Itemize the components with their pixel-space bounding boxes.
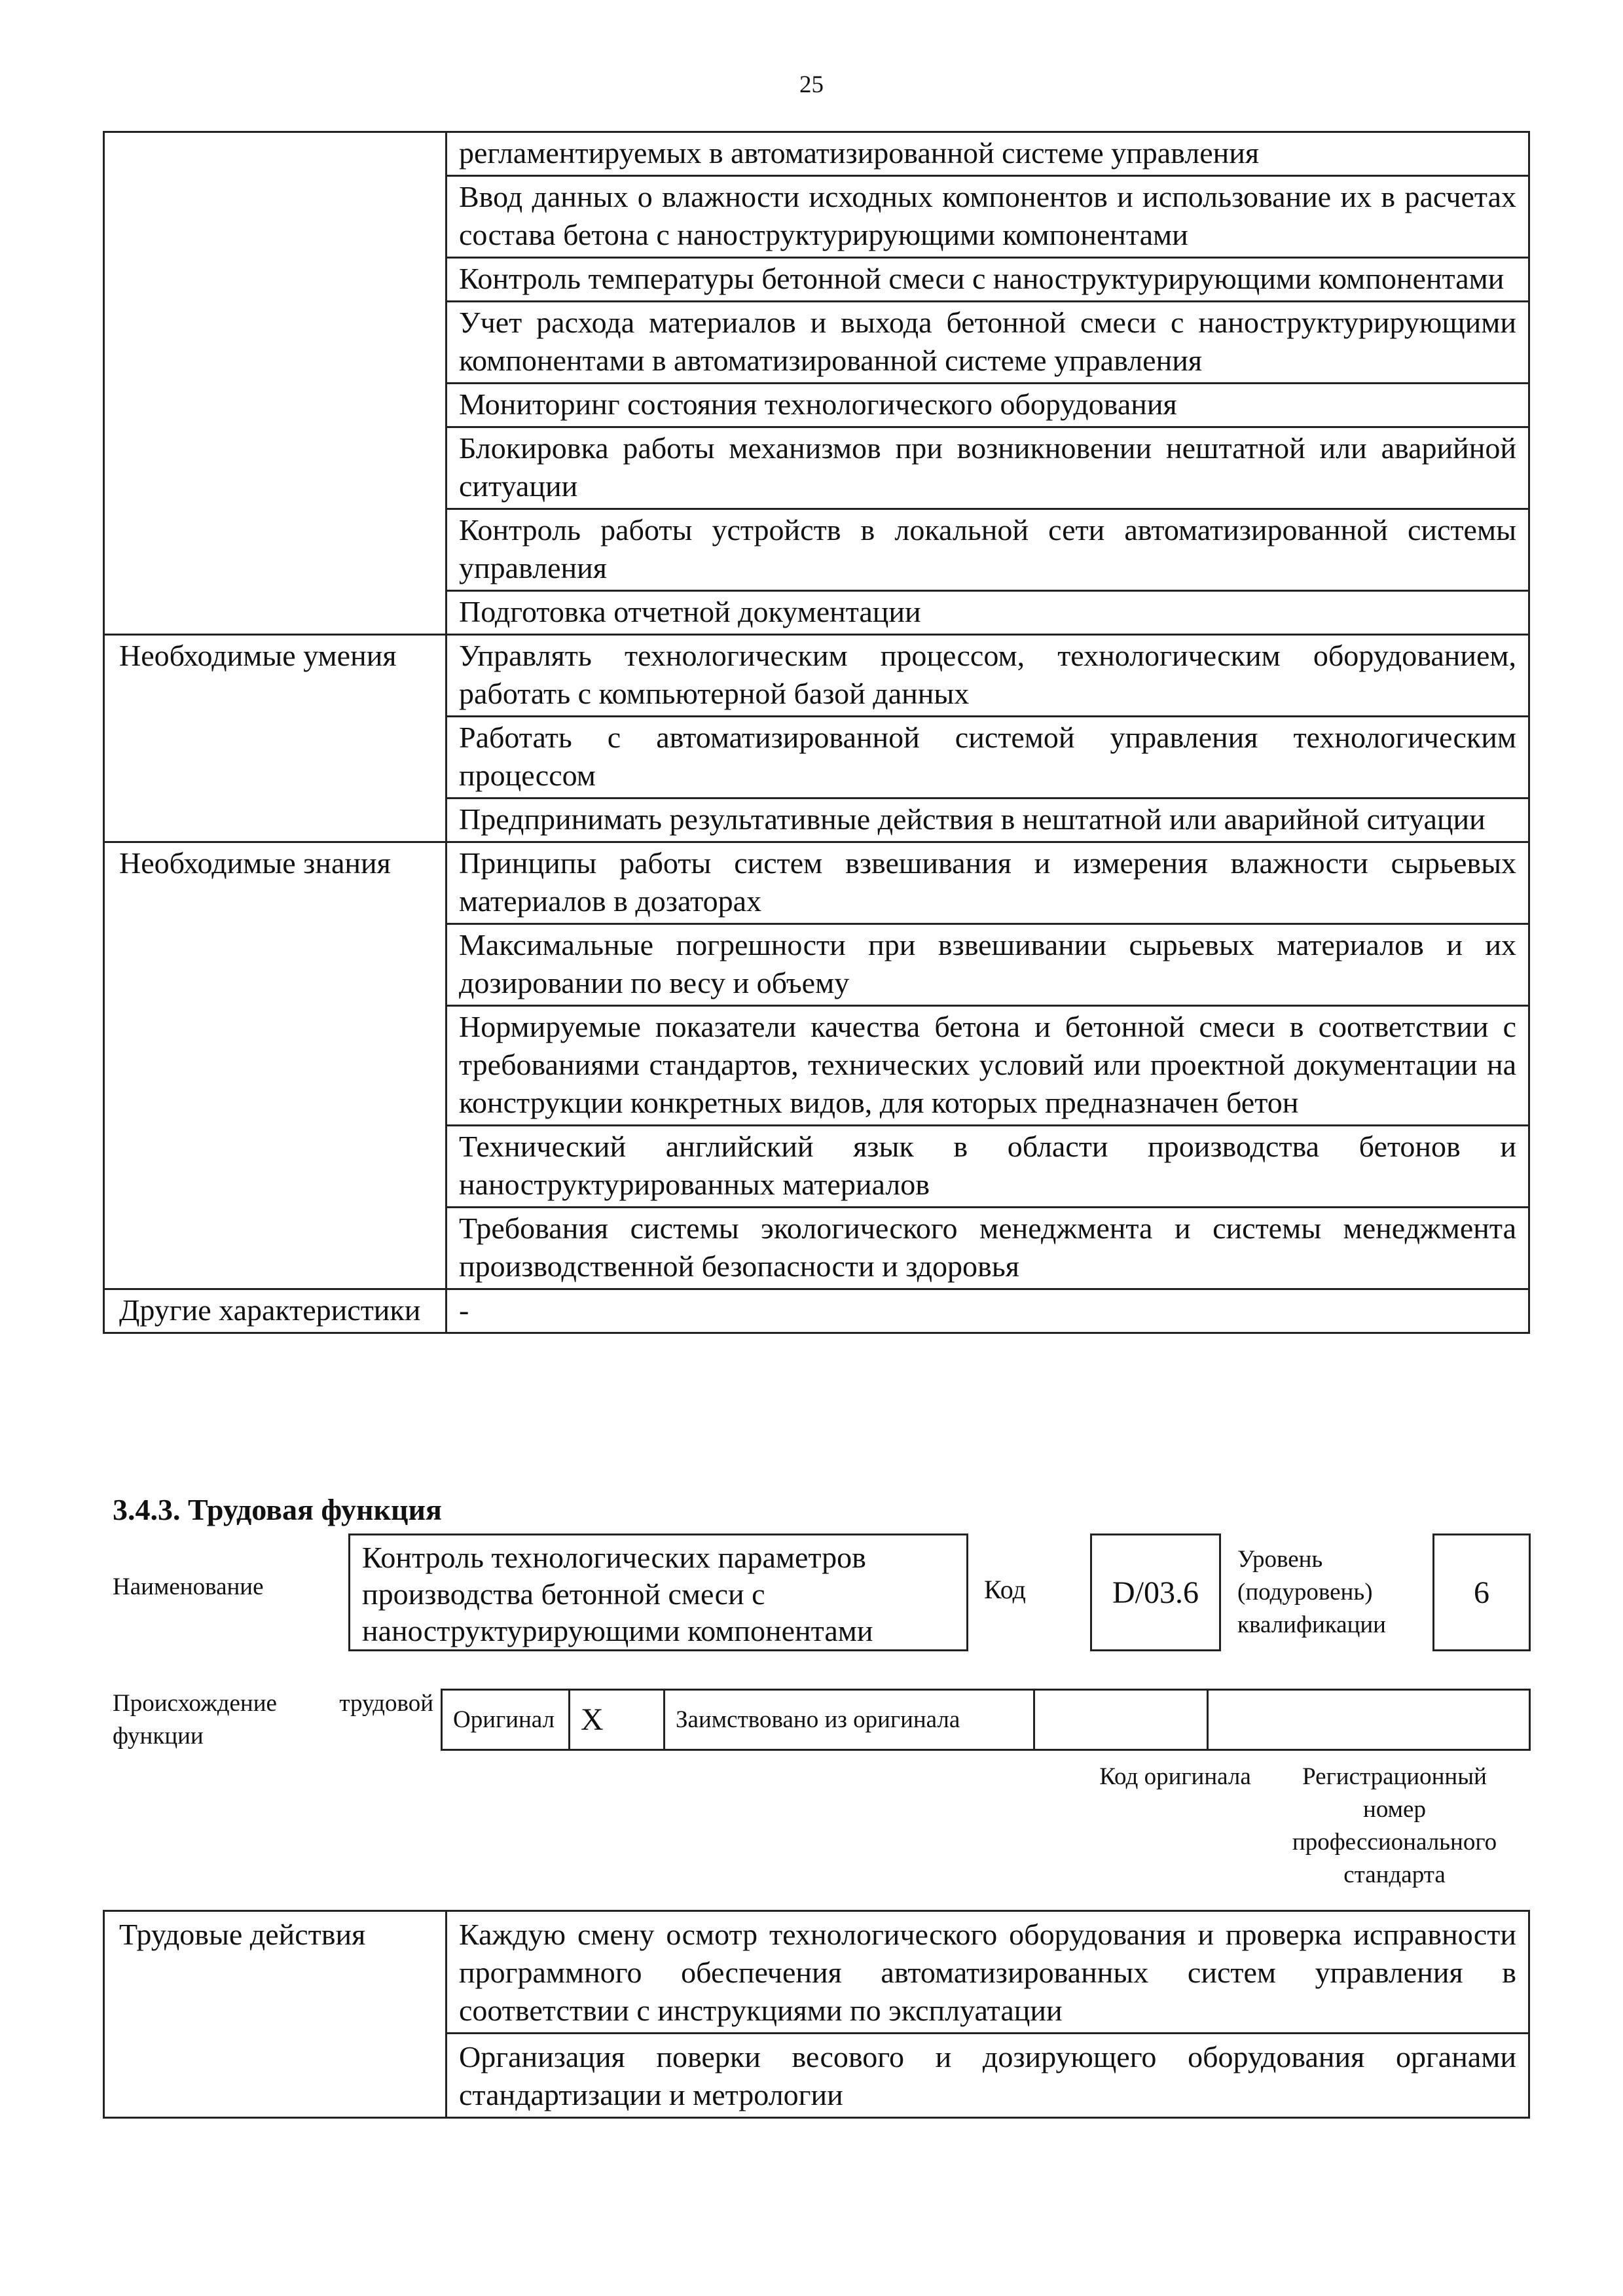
actions-table xyxy=(103,1910,1530,2119)
origin-original: Оригинал xyxy=(442,1690,570,1750)
table-cell: Блокировка работы механизмов при возникновении нештатной или аварийной ситуации xyxy=(447,427,1529,509)
skills-label: Необходимые умения xyxy=(104,635,447,842)
main-table xyxy=(103,131,1530,1334)
table-cell: Работать с автоматизированной системой управления технологическим процессом xyxy=(447,717,1529,798)
code-box: D/03.6 xyxy=(1090,1534,1221,1651)
origin-label: Происхождение трудовой функции xyxy=(113,1690,433,1749)
origin-borrowed: Заимствовано из оригинала xyxy=(665,1690,1034,1750)
table-cell: Каждую смену осмотр технологического оборудования и проверка исправности программного обеспечения автоматизированных систем управления в соответствии с инструкциями по эксплуатации xyxy=(447,1911,1529,2034)
code-label: Код xyxy=(984,1575,1026,1604)
level-box: 6 xyxy=(1432,1534,1531,1651)
table-cell: Нормируемые показатели качества бетона и бетонной смеси в соответствии с требованиями стандартов, технических условий или проектной документации на конструкции конкретных видов, для которых предназначен бетон xyxy=(447,1006,1529,1126)
name-label: Наименование xyxy=(113,1573,264,1600)
table-cell: регламентируемых в автоматизированной системе управления xyxy=(447,132,1529,176)
origin-table xyxy=(441,1689,1531,1751)
table-cell: Подготовка отчетной документации xyxy=(447,591,1529,635)
level-label: Уровень (подуровень) квалификации xyxy=(1237,1546,1386,1638)
actions-label: Трудовые действия xyxy=(104,1911,447,2118)
origin-reg-caption: Регистрационный номер профессионального стандарта xyxy=(1292,1763,1497,1888)
function-name-box: Контроль технологических параметров производства бетонной смеси с наноструктурирующими компонентами xyxy=(348,1534,968,1651)
origin-mark: X xyxy=(570,1690,665,1750)
other-value: - xyxy=(447,1289,1529,1333)
table-cell: Принципы работы систем взвешивания и измерения влажности сырьевых материалов в дозаторах xyxy=(447,842,1529,924)
other-label: Другие характеристики xyxy=(104,1289,447,1333)
origin-reg-cell xyxy=(1208,1690,1530,1750)
origin-code-cell xyxy=(1034,1690,1208,1750)
knowledge-label: Необходимые знания xyxy=(104,842,447,1289)
table-cell: Контроль температуры бетонной смеси с наноструктурирующими компонентами xyxy=(447,258,1529,302)
table-cell: Мониторинг состояния технологического оборудования xyxy=(447,384,1529,427)
table-cell: Контроль работы устройств в локальной сети автоматизированной системы управления xyxy=(447,509,1529,591)
table-cell: Управлять технологическим процессом, технологическим оборудованием, работать с компьютерной базой данных xyxy=(447,635,1529,717)
table-cell: Требования системы экологического менеджмента и системы менеджмента производственной безопасности и здоровья xyxy=(447,1208,1529,1289)
table-cell: Технический английский язык в области производства бетонов и наноструктурированных материалов xyxy=(447,1126,1529,1208)
continuation-label-cell xyxy=(104,132,447,635)
table-cell: Максимальные погрешности при взвешивании сырьевых материалов и их дозировании по весу и объему xyxy=(447,924,1529,1006)
table-cell: Учет расхода материалов и выхода бетонной смеси с наноструктурирующими компонентами в автоматизированной системе управления xyxy=(447,302,1529,384)
table-cell: Организация поверки весового и дозирующего оборудования органами стандартизации и метрологии xyxy=(447,2034,1529,2118)
page-number: 25 xyxy=(799,71,824,98)
table-cell: Ввод данных о влажности исходных компонентов и использование их в расчетах состава бетона с наноструктурирующими компонентами xyxy=(447,176,1529,258)
table-cell: Предпринимать результативные действия в нештатной или аварийной ситуации xyxy=(447,798,1529,842)
section-title: 3.4.3. Трудовая функция xyxy=(113,1493,442,1526)
origin-code-caption: Код оригинала xyxy=(1099,1763,1251,1790)
